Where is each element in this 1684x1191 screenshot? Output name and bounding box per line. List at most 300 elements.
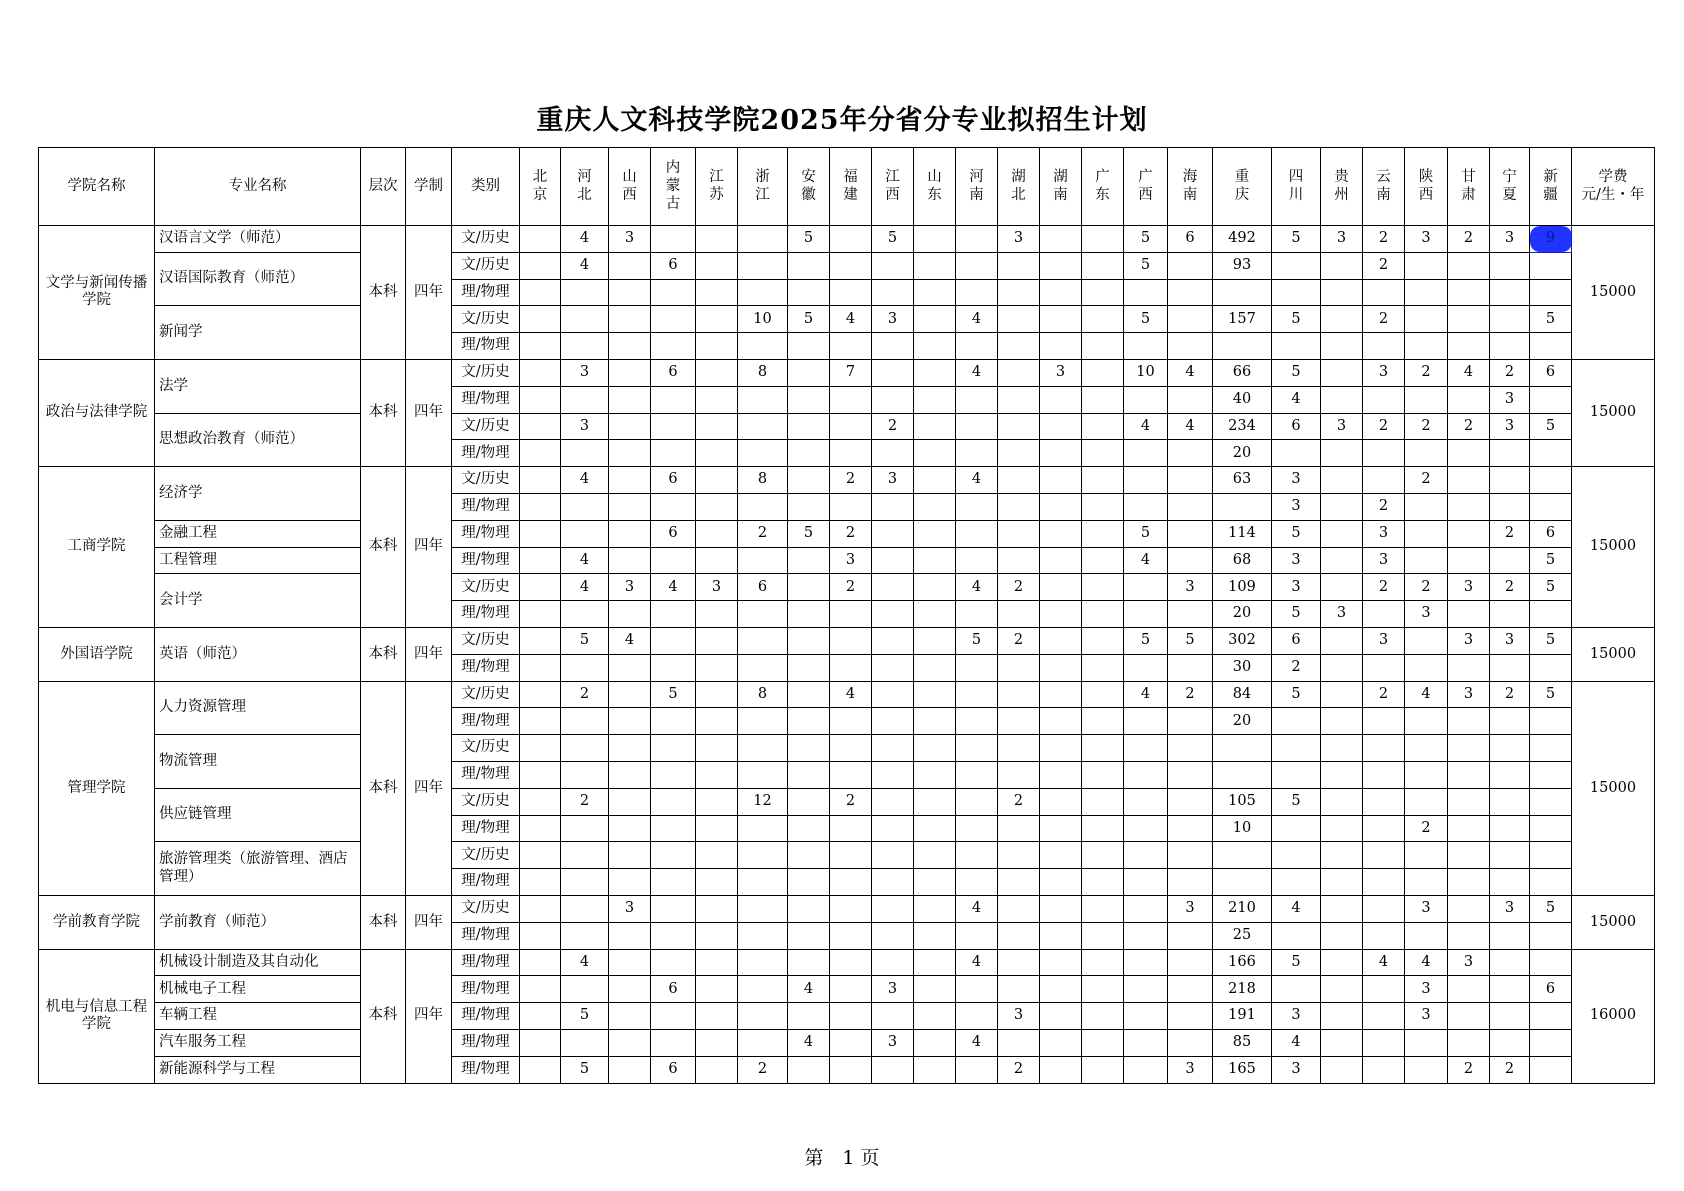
quota-cell <box>914 226 956 253</box>
header-province <box>738 148 788 226</box>
level-cell: 本科 <box>361 681 406 895</box>
quota-cell <box>1040 1029 1082 1056</box>
major-cell: 会计学 <box>155 574 361 628</box>
quota-cell <box>738 547 788 574</box>
quota-cell: 6 <box>738 574 788 601</box>
quota-cell <box>872 493 914 520</box>
duration-cell: 四年 <box>406 681 452 895</box>
quota-cell <box>651 1003 696 1030</box>
quota-cell: 8 <box>738 359 788 386</box>
quota-cell: 4 <box>561 574 609 601</box>
quota-cell: 157 <box>1213 306 1272 333</box>
quota-cell <box>788 413 830 440</box>
quota-cell <box>1448 895 1490 922</box>
quota-cell <box>830 842 872 869</box>
quota-cell <box>520 842 561 869</box>
quota-cell <box>609 359 651 386</box>
quota-cell: 3 <box>1040 359 1082 386</box>
quota-cell <box>1213 869 1272 896</box>
quota-cell <box>520 359 561 386</box>
quota-cell <box>1040 547 1082 574</box>
quota-cell <box>1082 708 1124 735</box>
quota-cell <box>956 547 998 574</box>
header-province <box>1490 148 1530 226</box>
quota-cell: 5 <box>1272 949 1321 976</box>
category-cell: 理/物理 <box>452 333 520 360</box>
quota-cell: 25 <box>1213 922 1272 949</box>
quota-cell: 3 <box>561 359 609 386</box>
quota-cell <box>956 842 998 869</box>
quota-cell <box>520 467 561 494</box>
quota-cell <box>872 869 914 896</box>
quota-cell <box>1530 1056 1572 1083</box>
quota-cell <box>872 333 914 360</box>
quota-cell: 6 <box>1530 359 1572 386</box>
quota-cell <box>1272 735 1321 762</box>
quota-cell <box>1321 547 1363 574</box>
fee-cell: 16000 <box>1572 949 1655 1083</box>
quota-cell <box>830 815 872 842</box>
quota-cell: 20 <box>1213 440 1272 467</box>
quota-cell <box>738 815 788 842</box>
quota-cell <box>609 1056 651 1083</box>
quota-cell <box>1082 547 1124 574</box>
header-province-label: 甘肃 <box>1461 169 1476 204</box>
quota-cell: 3 <box>1272 547 1321 574</box>
quota-cell <box>1082 252 1124 279</box>
quota-cell <box>520 601 561 628</box>
quota-cell <box>696 279 738 306</box>
quota-cell: 2 <box>1363 413 1405 440</box>
quota-cell <box>1124 735 1168 762</box>
quota-cell <box>998 386 1040 413</box>
header-province-label: 宁夏 <box>1502 169 1517 204</box>
quota-cell <box>1490 333 1530 360</box>
quota-cell <box>1124 895 1168 922</box>
quota-cell <box>561 922 609 949</box>
header-province-label: 陕西 <box>1418 169 1434 204</box>
quota-cell: 63 <box>1213 467 1272 494</box>
table-row <box>39 306 1655 333</box>
header-province <box>609 148 651 226</box>
major-cell: 机械电子工程 <box>155 976 361 1003</box>
quota-cell <box>520 279 561 306</box>
quota-cell: 84 <box>1213 681 1272 708</box>
level-cell: 本科 <box>361 359 406 466</box>
quota-cell <box>830 252 872 279</box>
quota-cell: 4 <box>956 359 998 386</box>
quota-cell <box>561 976 609 1003</box>
quota-cell <box>561 815 609 842</box>
quota-cell <box>914 654 956 681</box>
quota-cell <box>872 815 914 842</box>
quota-cell <box>830 922 872 949</box>
quota-cell: 5 <box>1124 520 1168 547</box>
quota-cell <box>696 842 738 869</box>
quota-cell <box>520 252 561 279</box>
quota-cell <box>738 386 788 413</box>
quota-cell <box>561 279 609 306</box>
header-province-label: 河南 <box>969 169 984 204</box>
quota-cell: 20 <box>1213 708 1272 735</box>
quota-cell <box>1530 708 1572 735</box>
quota-cell <box>1040 306 1082 333</box>
major-cell: 物流管理 <box>155 735 361 789</box>
quota-cell <box>1168 306 1213 333</box>
header-row <box>39 148 1655 226</box>
level-cell: 本科 <box>361 226 406 360</box>
quota-cell <box>1321 1003 1363 1030</box>
quota-cell <box>520 976 561 1003</box>
quota-cell: 4 <box>561 226 609 253</box>
quota-cell <box>1448 1003 1490 1030</box>
header-province-label: 湖北 <box>1011 169 1026 204</box>
quota-cell <box>738 869 788 896</box>
quota-cell: 4 <box>1168 413 1213 440</box>
quota-cell: 5 <box>1530 413 1572 440</box>
major-cell: 人力资源管理 <box>155 681 361 735</box>
quota-cell: 5 <box>1124 306 1168 333</box>
quota-cell <box>1405 520 1448 547</box>
quota-cell <box>1448 815 1490 842</box>
quota-cell <box>1040 842 1082 869</box>
quota-cell <box>1040 949 1082 976</box>
quota-cell <box>1082 761 1124 788</box>
quota-cell <box>651 1029 696 1056</box>
quota-cell <box>1530 601 1572 628</box>
quota-cell <box>914 735 956 762</box>
header-province-label: 贵州 <box>1334 169 1349 204</box>
quota-cell <box>998 601 1040 628</box>
quota-cell <box>520 788 561 815</box>
table-row <box>39 359 1655 386</box>
quota-cell: 3 <box>998 226 1040 253</box>
quota-cell: 3 <box>1363 359 1405 386</box>
quota-cell <box>1272 869 1321 896</box>
quota-cell <box>1124 440 1168 467</box>
quota-cell <box>520 1056 561 1083</box>
quota-cell <box>998 252 1040 279</box>
quota-cell <box>738 922 788 949</box>
header-province-label: 新疆 <box>1543 169 1558 204</box>
quota-cell <box>520 627 561 654</box>
quota-cell: 3 <box>872 467 914 494</box>
header-province-label: 河北 <box>577 169 592 204</box>
quota-cell <box>998 735 1040 762</box>
quota-cell <box>1040 708 1082 735</box>
quota-cell: 2 <box>1363 681 1405 708</box>
quota-cell <box>738 1003 788 1030</box>
category-cell: 理/物理 <box>452 922 520 949</box>
quota-cell <box>1448 520 1490 547</box>
quota-cell <box>1082 467 1124 494</box>
category-cell: 理/物理 <box>452 869 520 896</box>
quota-cell: 3 <box>1363 627 1405 654</box>
quota-cell <box>1272 708 1321 735</box>
quota-cell: 5 <box>1124 627 1168 654</box>
quota-cell <box>1124 788 1168 815</box>
quota-cell <box>1082 1003 1124 1030</box>
quota-cell <box>830 708 872 735</box>
quota-cell <box>830 1056 872 1083</box>
quota-cell <box>1530 761 1572 788</box>
quota-cell <box>1363 976 1405 1003</box>
quota-cell <box>738 976 788 1003</box>
major-cell: 金融工程 <box>155 520 361 547</box>
quota-cell <box>1321 654 1363 681</box>
college-cell: 外国语学院 <box>39 627 155 681</box>
quota-cell <box>1321 788 1363 815</box>
quota-cell <box>788 654 830 681</box>
quota-cell <box>1124 333 1168 360</box>
quota-cell <box>1082 1029 1124 1056</box>
quota-cell <box>998 333 1040 360</box>
quota-cell <box>609 547 651 574</box>
quota-cell <box>788 681 830 708</box>
quota-cell <box>830 413 872 440</box>
quota-cell <box>1124 279 1168 306</box>
table-row <box>39 788 1655 815</box>
quota-cell <box>1321 252 1363 279</box>
header-province <box>1040 148 1082 226</box>
quota-cell <box>788 333 830 360</box>
quota-cell <box>1405 869 1448 896</box>
quota-cell: 4 <box>956 306 998 333</box>
quota-cell <box>696 467 738 494</box>
category-cell: 理/物理 <box>452 279 520 306</box>
header-province-label: 四川 <box>1288 169 1304 204</box>
quota-cell <box>696 1029 738 1056</box>
quota-cell <box>1530 788 1572 815</box>
quota-cell: 3 <box>1490 895 1530 922</box>
quota-cell <box>520 1029 561 1056</box>
table-row <box>39 574 1655 601</box>
header-province-label: 湖南 <box>1053 169 1068 204</box>
quota-cell <box>738 333 788 360</box>
quota-cell <box>738 654 788 681</box>
quota-cell <box>1168 279 1213 306</box>
quota-cell <box>1490 842 1530 869</box>
quota-cell: 10 <box>1213 815 1272 842</box>
quota-cell <box>788 869 830 896</box>
quota-cell <box>696 681 738 708</box>
table-row <box>39 976 1655 1003</box>
quota-cell <box>738 627 788 654</box>
quota-cell <box>1490 949 1530 976</box>
quota-cell <box>1168 493 1213 520</box>
category-cell: 文/历史 <box>452 252 520 279</box>
enrollment-plan-table <box>38 147 1655 1084</box>
quota-cell <box>738 842 788 869</box>
quota-cell <box>998 359 1040 386</box>
quota-cell: 2 <box>872 413 914 440</box>
quota-cell: 2 <box>998 627 1040 654</box>
quota-cell <box>696 708 738 735</box>
fee-cell: 15000 <box>1572 226 1655 360</box>
quota-cell <box>1321 922 1363 949</box>
quota-cell: 5 <box>1530 547 1572 574</box>
quota-cell <box>914 976 956 1003</box>
quota-cell <box>956 869 998 896</box>
quota-cell <box>651 627 696 654</box>
quota-cell <box>872 386 914 413</box>
college-cell: 政治与法律学院 <box>39 359 155 466</box>
major-cell: 法学 <box>155 359 361 413</box>
quota-cell <box>1490 761 1530 788</box>
table-row <box>39 1003 1655 1030</box>
category-cell: 理/物理 <box>452 440 520 467</box>
quota-cell <box>914 761 956 788</box>
quota-cell <box>788 386 830 413</box>
quota-cell <box>1082 520 1124 547</box>
college-cell: 管理学院 <box>39 681 155 895</box>
fee-cell: 15000 <box>1572 681 1655 895</box>
quota-cell: 3 <box>1168 1056 1213 1083</box>
quota-cell: 3 <box>1405 226 1448 253</box>
quota-cell <box>1405 842 1448 869</box>
quota-cell: 5 <box>788 226 830 253</box>
quota-cell: 2 <box>830 520 872 547</box>
level-cell: 本科 <box>361 949 406 1083</box>
quota-cell <box>1405 440 1448 467</box>
quota-cell: 8 <box>738 467 788 494</box>
quota-cell: 5 <box>651 681 696 708</box>
quota-cell <box>788 842 830 869</box>
quota-cell <box>609 976 651 1003</box>
quota-cell <box>1490 493 1530 520</box>
quota-cell <box>1213 493 1272 520</box>
quota-cell <box>738 1029 788 1056</box>
quota-cell: 3 <box>1448 949 1490 976</box>
quota-cell: 4 <box>1168 359 1213 386</box>
quota-cell <box>914 547 956 574</box>
quota-cell <box>1363 869 1405 896</box>
major-cell: 汉语国际教育（师范） <box>155 252 361 306</box>
quota-cell <box>914 922 956 949</box>
duration-cell: 四年 <box>406 895 452 949</box>
quota-cell <box>696 413 738 440</box>
table-row <box>39 520 1655 547</box>
quota-cell <box>872 1056 914 1083</box>
quota-cell <box>914 627 956 654</box>
quota-cell <box>738 413 788 440</box>
quota-cell <box>696 386 738 413</box>
quota-cell <box>609 440 651 467</box>
quota-cell: 3 <box>609 574 651 601</box>
quota-cell <box>696 869 738 896</box>
quota-cell <box>609 761 651 788</box>
quota-cell <box>696 788 738 815</box>
quota-cell: 4 <box>1124 681 1168 708</box>
quota-cell <box>914 440 956 467</box>
quota-cell: 2 <box>1490 359 1530 386</box>
quota-cell <box>1168 922 1213 949</box>
quota-cell <box>696 815 738 842</box>
quota-cell <box>1405 279 1448 306</box>
quota-cell <box>998 869 1040 896</box>
quota-cell: 4 <box>788 1029 830 1056</box>
category-cell: 文/历史 <box>452 574 520 601</box>
quota-cell <box>1363 922 1405 949</box>
quota-cell <box>1530 949 1572 976</box>
quota-cell <box>872 279 914 306</box>
quota-cell <box>1530 815 1572 842</box>
quota-cell: 3 <box>1490 226 1530 253</box>
category-cell: 理/物理 <box>452 949 520 976</box>
quota-cell <box>914 788 956 815</box>
quota-cell <box>956 252 998 279</box>
quota-cell: 2 <box>1363 574 1405 601</box>
quota-cell <box>1124 386 1168 413</box>
quota-cell: 109 <box>1213 574 1272 601</box>
quota-cell: 5 <box>561 627 609 654</box>
quota-cell <box>998 815 1040 842</box>
quota-cell <box>1124 761 1168 788</box>
quota-cell <box>1040 601 1082 628</box>
quota-cell: 4 <box>1363 949 1405 976</box>
quota-cell <box>1490 788 1530 815</box>
quota-cell <box>609 681 651 708</box>
quota-cell <box>1082 333 1124 360</box>
quota-cell <box>1363 761 1405 788</box>
quota-cell <box>956 386 998 413</box>
quota-cell <box>1490 547 1530 574</box>
quota-cell <box>696 440 738 467</box>
quota-cell <box>651 493 696 520</box>
quota-cell: 3 <box>1272 1056 1321 1083</box>
quota-cell <box>1124 1056 1168 1083</box>
category-cell: 理/物理 <box>452 654 520 681</box>
quota-cell: 5 <box>1530 627 1572 654</box>
quota-cell <box>1321 386 1363 413</box>
quota-cell <box>830 493 872 520</box>
quota-cell <box>696 627 738 654</box>
quota-cell: 12 <box>738 788 788 815</box>
quota-cell <box>998 306 1040 333</box>
category-cell: 理/物理 <box>452 1003 520 1030</box>
quota-cell <box>696 1056 738 1083</box>
quota-cell <box>788 815 830 842</box>
quota-cell <box>738 949 788 976</box>
quota-cell <box>651 333 696 360</box>
quota-cell <box>1363 467 1405 494</box>
selected-quota-cell: 9 <box>1530 226 1572 253</box>
quota-cell <box>520 440 561 467</box>
quota-cell <box>872 627 914 654</box>
quota-cell <box>1040 761 1082 788</box>
quota-cell <box>561 493 609 520</box>
quota-cell <box>1405 547 1448 574</box>
quota-cell <box>1530 654 1572 681</box>
quota-cell: 4 <box>561 547 609 574</box>
quota-cell <box>561 869 609 896</box>
quota-cell <box>1082 949 1124 976</box>
quota-cell <box>520 386 561 413</box>
quota-cell <box>561 708 609 735</box>
quota-cell <box>1168 708 1213 735</box>
quota-cell <box>609 467 651 494</box>
college-cell: 文学与新闻传播学院 <box>39 226 155 360</box>
quota-cell: 3 <box>1272 574 1321 601</box>
quota-cell <box>1040 735 1082 762</box>
quota-cell <box>1448 386 1490 413</box>
quota-cell <box>609 520 651 547</box>
quota-cell <box>1213 279 1272 306</box>
quota-cell <box>651 788 696 815</box>
quota-cell <box>788 547 830 574</box>
table-row <box>39 842 1655 869</box>
category-cell: 理/物理 <box>452 547 520 574</box>
